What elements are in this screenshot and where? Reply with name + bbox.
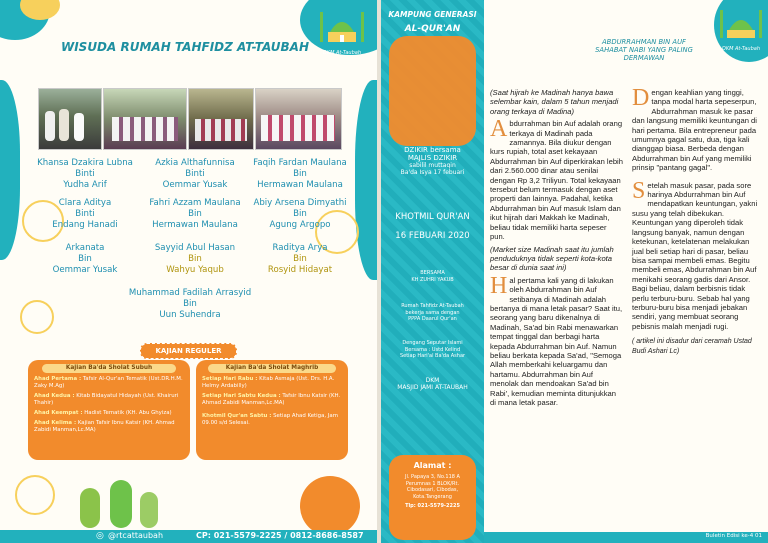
graduate-name: Clara Aditya [58, 198, 112, 208]
kajian-day: Setiap Hari Rabu : [202, 376, 258, 382]
khotmil-title: KHOTMIL QUR'AN [395, 212, 470, 222]
graduate-relation: Binti [75, 169, 95, 179]
kajian-subuh-title: Kajian Ba'da Sholat Subuh [42, 364, 176, 373]
graduate-name: Faqih Fardan Maulana [253, 158, 347, 168]
graduate-entry [140, 158, 250, 191]
graduate-name: Sayyid Abul Hasan [154, 243, 236, 253]
logo-text: DKM At-Taubah [721, 46, 761, 52]
paragraph-1-note: (Market size Madinah saat itu jumlah penduduknya tidak seperti kota-kota besar di dunia saat ini) [490, 244, 614, 273]
paragraph-4: etelah masuk pasar, pada sore harinya Abdurrahman bin Auf mendapatkan keuntungan, yakni susu yang telah dibekukan. Keuntungan yang diperoleh tidak langsung banyak, namun dengan ketekunan, ketelatenan melakukan jual beli setiap hari di pasar, beliau bisa sampai membeli emas. Begitu membeli emas, Abdurrahman bin Auf menikahi seorang gadis dari Ansor. Bagi beliau, dalam berbisnis tidak perlu terburu-buru. Sebab hal yang terburu-buru bisa menjadi jebakan sendiri, yang membuat seorang pebisnis malah menjadi rugi. [632, 180, 758, 331]
seputar-line: Dengang Seputar Islami [402, 340, 463, 346]
kajian-item [34, 420, 184, 434]
article-headline [584, 38, 704, 62]
graduate-entry [245, 243, 355, 276]
social-handle: @rtcattaubah [108, 531, 164, 540]
graduate-name: Khansa Dzakira Lubna [37, 158, 133, 168]
kajian-text: Tafsir Al-Qur'an Tematik (Ust.DR.H.M. Zaky M.Ag) [34, 376, 183, 389]
headline-line-2: SAHABAT NABI YANG PALING DERMAWAN [595, 46, 693, 62]
kajian-text: Setiap Ahad Ketiga, Jam 09.00 s/d Selesai. [202, 413, 338, 426]
kajian-day: Ahad Kedua : [34, 393, 75, 399]
seputar-line: Setiap Hari'al Ba'da Ashar [399, 353, 466, 359]
article-column-2 [632, 85, 762, 359]
kajian-item [34, 376, 184, 390]
graduate-name: Arkanata [65, 243, 105, 253]
drop-cap: D [632, 85, 650, 111]
article-intro: (Saat hijrah ke Madinah hanya bawa selembar kain, dalam 5 tahun menjadi orang terkaya di Madina) [490, 88, 619, 116]
article-column-1 [490, 88, 623, 410]
logo-text: DKM At-Taubah [322, 50, 362, 56]
instagram-icon: ◎ [96, 531, 104, 541]
graduate-entry [245, 198, 355, 231]
kajian-day: Ahad Keempat : [34, 410, 83, 416]
khotmil-date: 16 FEBUARI 2020 [395, 231, 470, 241]
graduate-parent: Endang Hanadi [52, 220, 118, 230]
bottom-tree-decoration [0, 470, 377, 530]
footer-bar [484, 532, 768, 543]
kajian-title-badge [140, 343, 237, 359]
kajian-day: Ahad Kelima : [34, 420, 77, 426]
kajian-maghrib-panel [196, 360, 348, 460]
dkm-logo [716, 6, 766, 54]
graduate-name: Azkia Althafunnisa [155, 158, 235, 168]
kajian-day: Khotmil Qur'an Sabtu : [202, 413, 272, 419]
swirl-decoration [20, 300, 54, 334]
kajian-title: KAJIAN REGULER [155, 347, 222, 355]
paragraph-3: engan keahlian yang tinggi, tanpa modal harta sepeserpun, Abdurrahman masuk ke pasar dan langsung memiliki keuntungan di hari pertama. Bila entrepreneur pada umumnya gagal satu, dua, tiga kali dianggap biasa. Berbeda dengan Abdurrahman bin Auf yang memiliki prinsip "pantang gagal". [632, 88, 757, 173]
kajian-item [202, 376, 342, 390]
left-page [0, 0, 377, 543]
address-line: Kota.Tangerang [413, 493, 452, 500]
graduate-parent: Agung Argopo [269, 220, 331, 230]
photo-graduation-1 [38, 88, 102, 150]
kajian-item [202, 413, 342, 427]
column-title-2: AL-QUR'AN [404, 24, 461, 34]
paragraph-1: bdurrahman bin Auf adalah orang terkaya di Madinah pada zamannya. Bila diukur dengan kurs rupiah, total aset kekayaan Abdurrahman bin Auf diperkirakan lebih dari 2.560.000 dinar atau senilai dengan Rp 3,2 Triliyun. Total kekayaan tersebut belum termasuk dengan aset properti dan lainnya. Padahal, ketika Abdurrahman bin Auf masuk Islam dan ikut hijrah dari Makkah ke Madinah, beliau tidak memiliki harta sepeser pun. [490, 119, 623, 242]
graduate-relation: Bin [293, 209, 307, 219]
seputar-line: Bersama : Ustd Kelind [404, 346, 461, 353]
bersama-line: KH ZUHRI YAKUB [411, 276, 454, 283]
graduate-parent: Wahyu Yaqub [166, 265, 224, 275]
kajian-subuh-panel [28, 360, 190, 460]
graduate-parent: Oemmar Yusak [52, 265, 118, 275]
kajian-item [202, 393, 342, 407]
graduate-entry [30, 243, 140, 276]
khotmil-info [381, 212, 484, 241]
address-line: Perumnas 1 BLOK/Rt. [405, 480, 460, 487]
graduate-entry [140, 243, 250, 276]
paragraph-2: al pertama kali yang di lakukan oleh Abdurrahman bin Auf setibanya di Madinah adalah bertanya di mana letak pasar? Saat itu, seorang yang baru dikenalnya di Madinah, Sa'ad bin Rabi menawarkan tempat tinggal dan berbagi harta kepada Abdurrahman bin Auf. Namun beliau berkata kepada Sa'ad, "Semoga Allah memberkahi keluargamu dan hartamu. Abdurrahman bin Auf menolak dan mendoakan Sa'ad bin Rabi', kemudian meminta ditunjukkan di mana letak pasar. [490, 275, 623, 407]
photo-graduation-2 [103, 88, 187, 150]
dzikir-line: Ba'da Isya 17 febuari [400, 169, 465, 176]
dkm-line: DKM [425, 377, 440, 384]
graduate-entry [100, 288, 280, 321]
edition-label: Buletin Edisi ke-4 01 [705, 533, 762, 539]
graduate-relation: Bin [293, 169, 307, 179]
photo-graduation-4 [255, 88, 342, 150]
graduate-name: Fahri Azzam Maulana [149, 198, 241, 208]
page-title: WISUDA RUMAH TAHFIDZ AT-TAUBAH [60, 40, 310, 54]
drop-cap: H [490, 272, 508, 299]
drop-cap: A [490, 116, 508, 143]
graduate-relation: Bin [183, 299, 197, 309]
dzikir-info [381, 146, 484, 176]
kajian-item [34, 393, 184, 407]
tahfidz-line: Rumah Tahfidz At-Taubah [401, 303, 464, 309]
graduate-relation: Bin [293, 254, 307, 264]
dkm-info [381, 377, 484, 391]
bersama-line: BERSAMA [420, 270, 445, 276]
info-column [381, 0, 484, 543]
graduate-entry [30, 198, 140, 231]
kajian-text: Kitab Bidayatul Hidayah (Ust. Khairuri Thahir) [34, 393, 179, 406]
graduate-name: Raditya Arya [272, 243, 328, 253]
graduate-parent: Hermawan Maulana [152, 220, 238, 230]
tahfidz-line: PPPA Daarul Qur'an [408, 316, 457, 322]
graduate-entry [245, 158, 355, 191]
tahfidz-line: bekerja sama dengan [405, 309, 460, 316]
kajian-text: Kitab Asmaja (Ust. Drs. H.A. Helmy Ardabilly) [202, 376, 335, 389]
footer-bar [0, 530, 377, 543]
dzikir-line: sabilil muttaqin [409, 162, 456, 169]
bersama-info [381, 270, 484, 283]
graduate-parent: Yudha Arif [63, 180, 107, 190]
address-line: Cibodasari, Cibodas, [406, 487, 459, 493]
column-title-1: KAMPUNG GENERASI [388, 10, 477, 19]
graduate-name: Muhammad Fadilah Arrasyid [128, 288, 252, 298]
dkm-line: MASJID JAMI AT-TAUBAH [397, 384, 468, 391]
side-shape-right [355, 80, 377, 280]
dkm-logo [316, 6, 368, 54]
kajian-text: Tafsir Ibnu Katsir (KH. Ahmad Zabidi Manman,Lc.MA) [202, 393, 341, 406]
kajian-item [34, 410, 184, 417]
graduate-parent: Oemmar Yusak [162, 180, 228, 190]
article-area [484, 0, 768, 543]
address-line: Jl. Papaya 3, No.118 A [405, 474, 460, 480]
mosque-icon [716, 6, 766, 42]
kajian-maghrib-title: Kajian Ba'da Sholat Maghrib [208, 364, 336, 373]
photo-graduation-3 [188, 88, 254, 150]
graduate-parent: Rosyid Hidayat [267, 265, 333, 275]
graduate-parent: Uun Suhendra [159, 310, 221, 320]
graduate-name: Abiy Arsena Dimyathi [253, 198, 347, 208]
dzikir-line: MAJLIS DZIKIR [407, 154, 458, 162]
graduate-relation: Binti [185, 169, 205, 179]
address-phone: Tlp: 021-5579-2225 [405, 503, 460, 509]
graduate-relation: Bin [188, 209, 202, 219]
kajian-day: Setiap Hari Sabtu Kedua : [202, 393, 281, 399]
address-title: Alamat : [413, 461, 452, 470]
graduate-relation: Binti [75, 209, 95, 219]
kajian-day: Ahad Pertama : [34, 376, 82, 382]
tahfidz-info [381, 303, 484, 323]
right-page [381, 0, 768, 543]
graduate-entry [30, 158, 140, 191]
dzikir-line: DZIKIR bersama [404, 146, 461, 154]
yellow-blob [389, 36, 476, 146]
address-panel [389, 455, 476, 540]
article-source-note: ( artikel ini disadur dari ceramah Ustad Budi Ashari Lc) [632, 338, 752, 355]
kajian-text: Kajian Tafsir Ibnu Katsir (KH. Ahmad Zabidi Manman,Lc.MA) [34, 420, 175, 433]
contact-phone: CP: 021-5579-2225 / 0812-8686-8587 [196, 531, 364, 540]
graduate-relation: Bin [78, 254, 92, 264]
mosque-icon [316, 6, 368, 46]
seputar-info [381, 340, 484, 360]
graduate-relation: Bin [188, 254, 202, 264]
headline-line-1: ABDURRAHMAN BIN AUF [602, 38, 686, 46]
drop-cap: S [632, 177, 646, 204]
graduate-parent: Hermawan Maulana [257, 180, 343, 190]
kajian-text: Hadist Tematik (KH. Abu Ghyiza) [84, 410, 172, 416]
graduate-entry [140, 198, 250, 231]
side-shape-left [0, 80, 20, 260]
